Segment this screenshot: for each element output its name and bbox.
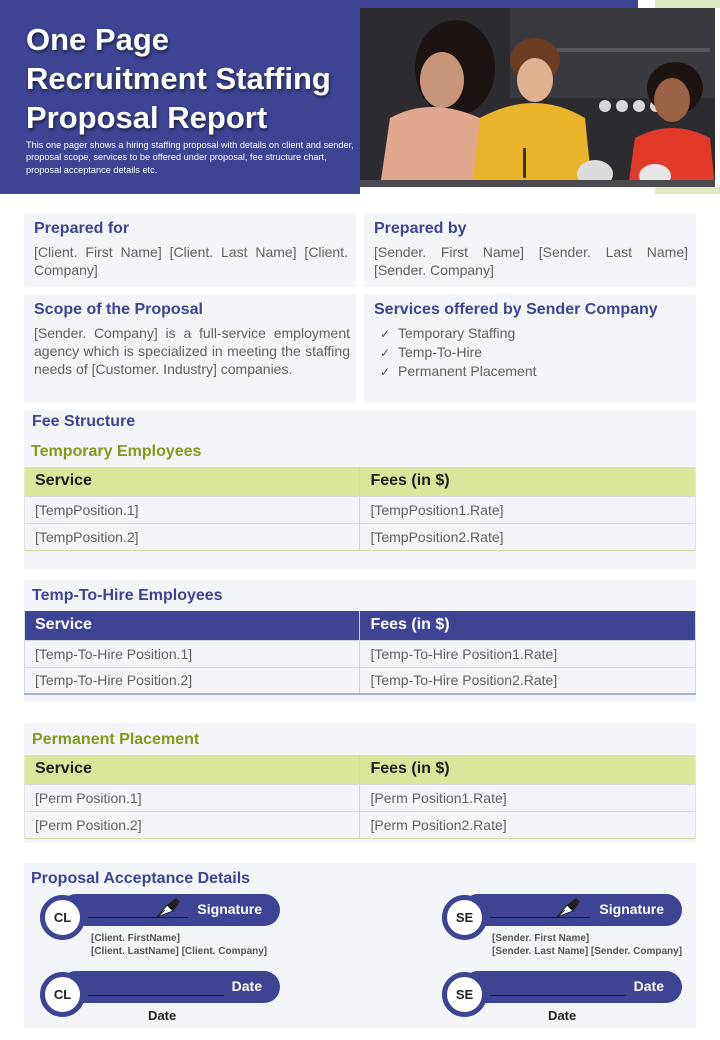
checkmark-icon: ✓ xyxy=(380,327,391,341)
prepared-by-text: [Sender. First Name] [Sender. Last Name] [Sender. Company] xyxy=(374,244,688,278)
client-name-line2: [Client. LastName] [Client. Company] xyxy=(91,946,268,957)
page-subtitle: This one pager shows a hiring staffing proposal with details on client and sender, proposal scope, services to be offered under proposal, fee structure chart, proposal acceptance details etc. xyxy=(26,140,354,175)
temp-to-hire-fee-table xyxy=(24,611,696,695)
sender-date-initials-badge: SE xyxy=(442,972,487,1017)
client-date-field[interactable] xyxy=(60,971,280,1003)
signature-label: Signature xyxy=(599,901,664,917)
fees-column-header: Fees (in $) xyxy=(360,611,696,640)
page-title: One Page Recruitment Staffing Proposal Report xyxy=(26,22,331,135)
client-date-caption: Date xyxy=(148,1008,177,1023)
header-panel xyxy=(0,0,360,194)
checkmark-icon: ✓ xyxy=(380,346,391,360)
sender-name-line1: [Sender. First Name] xyxy=(492,933,590,944)
header-photo xyxy=(360,8,715,187)
table-row xyxy=(25,667,696,694)
service-column-header: Service xyxy=(25,467,360,496)
fountain-pen-icon xyxy=(154,896,182,920)
service-item-label: Permanent Placement xyxy=(398,363,537,379)
table-header-row xyxy=(25,467,696,496)
service-column-header: Service xyxy=(25,611,360,640)
date-label: Date xyxy=(633,978,664,994)
services-title: Services offered by Sender Company xyxy=(374,301,658,318)
table-row xyxy=(25,811,696,838)
checkmark-icon: ✓ xyxy=(380,365,391,379)
service-cell: [Perm Position.1] xyxy=(25,784,360,811)
prepared-by-title: Prepared by xyxy=(374,220,467,237)
sender-signature-field[interactable] xyxy=(462,894,682,926)
date-label: Date xyxy=(231,978,262,994)
acceptance-title: Proposal Acceptance Details xyxy=(31,870,251,887)
scope-text: [Sender. Company] is a full-service employment agency which is specialized in meeting the staffing needs of [Customer. Industry] companies. xyxy=(34,325,350,377)
sender-name-line2: [Sender. Last Name] [Sender. Company] xyxy=(492,946,683,957)
list-item xyxy=(380,343,537,362)
fee-cell: [Perm Position2.Rate] xyxy=(360,811,696,838)
prepared-for-box xyxy=(24,213,356,287)
fee-structure-title: Fee Structure xyxy=(32,413,136,430)
services-list xyxy=(380,324,537,381)
service-cell: [TempPosition.1] xyxy=(25,496,360,523)
date-line xyxy=(88,995,224,996)
table-row xyxy=(25,640,696,667)
sender-date-caption: Date xyxy=(548,1008,577,1023)
service-cell: [Temp-To-Hire Position.1] xyxy=(25,640,360,667)
permanent-placement-title: Permanent Placement xyxy=(32,731,200,748)
service-cell: [Perm Position.2] xyxy=(25,811,360,838)
list-item xyxy=(380,324,537,343)
fees-column-header: Fees (in $) xyxy=(360,755,696,784)
table-header-row xyxy=(25,755,696,784)
service-column-header: Service xyxy=(25,755,360,784)
team-photo-image xyxy=(360,8,715,187)
client-initials-badge: CL xyxy=(40,895,85,940)
list-item xyxy=(380,362,537,381)
client-name-line1: [Client. FirstName] xyxy=(91,933,180,944)
fee-cell: [Temp-To-Hire Position2.Rate] xyxy=(360,667,696,694)
service-item-label: Temporary Staffing xyxy=(398,325,516,341)
service-item-label: Temp-To-Hire xyxy=(398,344,483,360)
sender-initials-badge: SE xyxy=(442,895,487,940)
header-accent-bottom xyxy=(655,187,720,194)
prepared-by-box xyxy=(364,213,696,287)
fee-cell: [Temp-To-Hire Position1.Rate] xyxy=(360,640,696,667)
table-header-row xyxy=(25,611,696,640)
fee-cell: [Perm Position1.Rate] xyxy=(360,784,696,811)
permanent-fee-table xyxy=(24,755,696,839)
services-box xyxy=(364,294,696,403)
prepared-for-title: Prepared for xyxy=(34,220,130,237)
scope-box xyxy=(24,294,356,403)
date-line xyxy=(490,995,626,996)
client-signature-field[interactable] xyxy=(60,894,280,926)
service-cell: [TempPosition.2] xyxy=(25,523,360,550)
temporary-fee-table xyxy=(24,467,696,551)
prepared-for-text: [Client. First Name] [Client. Last Name] [Client. Company] xyxy=(34,244,348,278)
fountain-pen-icon xyxy=(554,896,582,920)
table-row xyxy=(25,523,696,550)
temporary-employees-title: Temporary Employees xyxy=(31,443,202,460)
fee-cell: [TempPosition2.Rate] xyxy=(360,523,696,550)
table-row xyxy=(25,784,696,811)
signature-label: Signature xyxy=(197,901,262,917)
temp-to-hire-title: Temp-To-Hire Employees xyxy=(32,587,223,604)
header-accent-top xyxy=(655,0,720,8)
table-row xyxy=(25,496,696,523)
scope-title: Scope of the Proposal xyxy=(34,301,203,318)
fees-column-header: Fees (in $) xyxy=(360,467,696,496)
fee-cell: [TempPosition1.Rate] xyxy=(360,496,696,523)
sender-date-field[interactable] xyxy=(462,971,682,1003)
client-date-initials-badge: CL xyxy=(40,972,85,1017)
service-cell: [Temp-To-Hire Position.2] xyxy=(25,667,360,694)
